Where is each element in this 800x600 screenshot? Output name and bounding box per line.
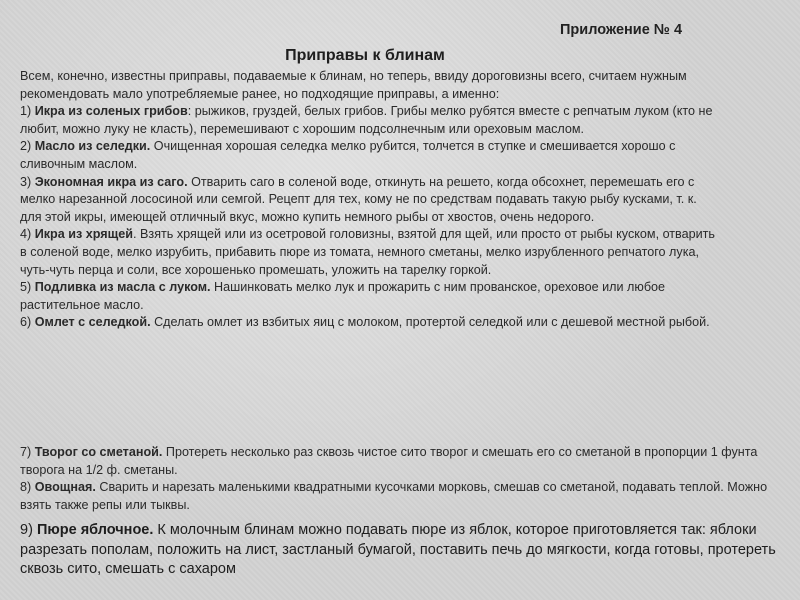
recipe-number: 6) — [20, 315, 32, 330]
recipe-text-block-large — [20, 521, 780, 580]
recipe-number: 4) — [20, 227, 32, 242]
recipe-title: Подливка из масла с луком. — [34, 280, 211, 295]
recipe-text: Сварить и нарезать маленькими квадратными кусочками морковь, смешав со сметаной, подавать теплой. Можно взять также репы или тыквы. — [20, 480, 768, 512]
appendix-label: Приложение № 4 — [560, 22, 683, 38]
recipe-text: Сделать омлет из взбитых яиц с молоком, протертой селедкой или с дешевой местной рыбой. — [150, 315, 710, 330]
recipe-title: Овощная. — [34, 480, 96, 495]
recipe-title: Икра из хрящей — [34, 227, 134, 242]
recipe-text-block — [20, 68, 720, 332]
recipe-item-6 — [20, 314, 720, 332]
recipe-item-4 — [20, 226, 720, 279]
recipe-number: 7) — [20, 445, 32, 459]
recipe-item-3 — [20, 174, 720, 227]
recipe-text: . Взять хрящей или из осетровой головизны, взятой для щей, или просто от рыбы куском, отварить в соленой воде, мелко изрубить, прибавить пюре из томата, немного сметаны, мелко изрубленного репчатого лука, чуть-чуть перца и соли, все хорошенько промешать, уложить на тарелку горкой. — [20, 227, 715, 277]
recipe-item-9 — [20, 521, 780, 580]
recipe-text: : рыжиков, груздей, белых грибов. Грибы мелко рубятся вместе с репчатым луком (кто не любит, можно луку не класть), перемешивают с хорошим подсолнечным или ореховым маслом. — [20, 104, 713, 136]
recipe-item-7 — [20, 444, 780, 479]
recipe-number: 9) — [20, 522, 33, 538]
recipe-title: Масло из селедки. — [34, 139, 151, 154]
recipe-number: 1) — [20, 104, 32, 119]
recipe-title: Пюре яблочное. — [36, 522, 154, 538]
recipe-text: Нашинковать мелко лук и прожарить с ним прованское, ореховое или любое растительное масло. — [20, 280, 666, 312]
recipe-item-1 — [20, 103, 720, 138]
page-title: Приправы к блинам — [285, 47, 445, 64]
recipe-number: 2) — [20, 139, 32, 154]
recipe-text-block-lower — [20, 444, 780, 514]
recipe-text: Протереть несколько раз сквозь чистое сито творог и смешать его со сметаной в пропорции 1 фунта творога на 1/2 ф. сметаны. — [20, 445, 758, 477]
recipe-text: К молочным блинам можно подавать пюре из яблок, которое приготовляется так: яблоки разрезать пополам, положить на лист, застланый бумагой, поставить печь до мягкости, когда готовы, протереть сквозь сито, смешать с сахаром — [20, 522, 776, 577]
recipe-text: Отварить саго в соленой воде, откинуть на решето, когда обсохнет, перемешать его с мелко нарезанной лососиной или семгой. Рецепт для тех, кому не по средствам подавать такую рыбу кусками, т. к. для этой икры, имеющей отличный вкус, можно купить немного рыбы от хвостов, очень недорого. — [20, 174, 697, 224]
recipe-item-5 — [20, 279, 720, 314]
recipe-title: Икра из соленых грибов — [34, 104, 188, 119]
recipe-title: Творог со сметаной. — [34, 445, 163, 459]
recipe-number: 5) — [20, 280, 32, 295]
intro-paragraph: Всем, конечно, известны приправы, подаваемые к блинам, но теперь, ввиду дороговизны всего, считаем нужным рекомендовать мало употребляемые ранее, но подходящие приправы, а именно: — [20, 69, 687, 101]
recipe-item-8 — [20, 479, 780, 514]
recipe-text: Очищенная хорошая селедка мелко рубится, толчется в ступке и смешивается хорошо с сливочным маслом. — [20, 139, 676, 171]
recipe-number: 8) — [20, 480, 32, 495]
recipe-item-2 — [20, 138, 720, 173]
recipe-title: Экономная икра из саго. — [34, 174, 188, 189]
recipe-title: Омлет с селедкой. — [34, 315, 151, 330]
recipe-number: 3) — [20, 174, 32, 189]
